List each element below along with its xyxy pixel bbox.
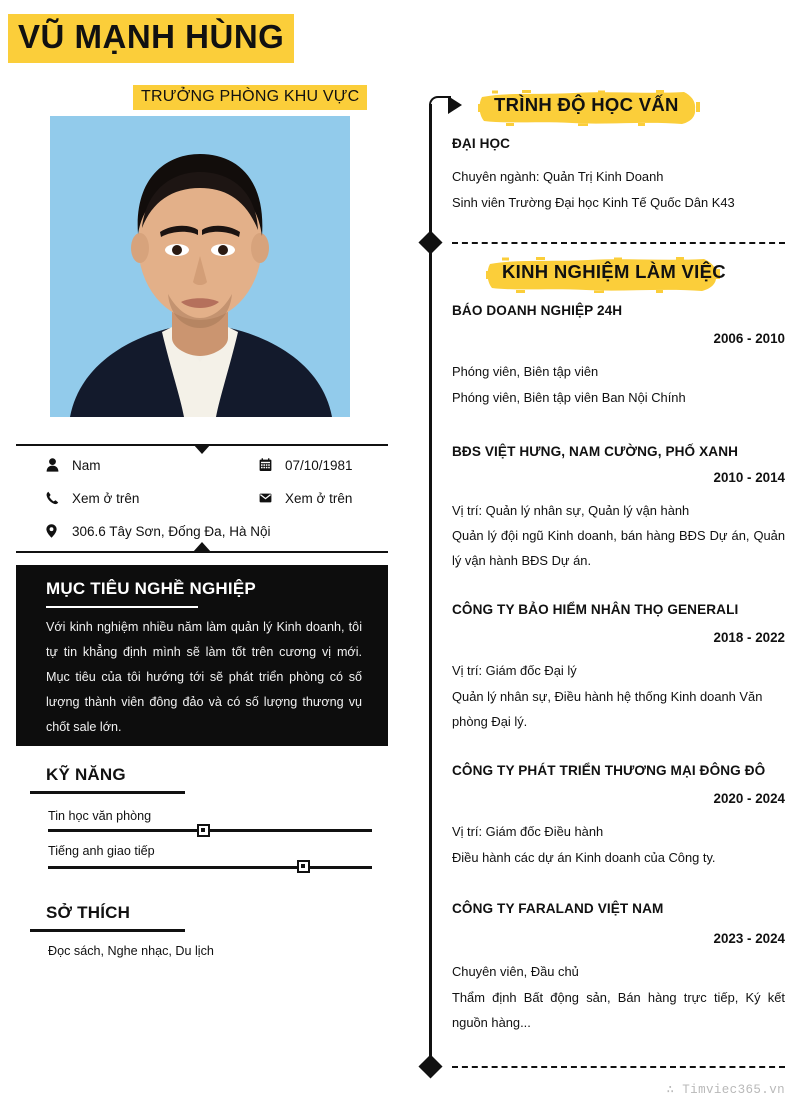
skills-title: KỸ NĂNG: [46, 765, 126, 784]
candidate-name: VŨ MẠNH HÙNG: [18, 18, 285, 55]
hobbies-underline: [30, 929, 185, 932]
experience-line-2-1: Quản lý nhân sự, Điều hành hệ thống Kinh doanh Văn phòng Đại lý.: [452, 689, 763, 729]
timeline-diamond-bottom: [418, 1054, 442, 1078]
experience-company-2: CÔNG TY BẢO HIỂM NHÂN THỌ GENERALI: [452, 602, 739, 617]
experience-line-4-1: Thẩm định Bất động sản, Bán hàng trực tiếp, Ký kết nguồn hàng...: [452, 990, 785, 1030]
phone-icon: [46, 491, 72, 505]
experience-company-1: BĐS VIỆT HƯNG, NAM CƯỜNG, PHỐ XANH: [452, 444, 739, 459]
divider-triangle-down-icon: [193, 444, 211, 454]
divider-triangle-up-icon: [193, 542, 211, 552]
education-title: TRÌNH ĐỘ HỌC VẤN: [494, 94, 679, 115]
skill-label-0: Tin học văn phòng: [48, 809, 152, 823]
footer-watermark: ∴ Timviec365.vn: [666, 1083, 785, 1097]
skill-knob-0[interactable]: [197, 824, 210, 837]
experience-title: KINH NGHIỆM LÀM VIỆC: [502, 261, 726, 282]
person-icon: [46, 458, 72, 472]
education-degree: ĐẠI HỌC: [452, 136, 511, 151]
skill-track-1[interactable]: [48, 866, 372, 869]
location-pin-icon: [46, 524, 72, 538]
phone-value: Xem ở trên: [72, 491, 140, 506]
job-title-banner: [133, 85, 367, 110]
contact-block: [46, 458, 386, 557]
timeline-arrow-icon: [448, 96, 462, 114]
birthday-value: 07/10/1981: [285, 458, 353, 473]
experience-company-3: CÔNG TY PHÁT TRIỂN THƯƠNG MẠI ĐÔNG ĐÔ: [452, 763, 766, 778]
hobbies-text: Đọc sách, Nghe nhạc, Du lịch: [48, 944, 214, 958]
portrait-illustration: [50, 116, 350, 417]
experience-line-3-1: Điều hành các dự án Kinh doanh của Công ty.: [452, 850, 716, 865]
experience-line-2-0: Vị trí: Giám đốc Đại lý: [452, 663, 577, 678]
timeline-dashed-bottom: [452, 1066, 785, 1068]
education-line-0: Chuyên ngành: Quản Trị Kinh Doanh: [452, 169, 664, 184]
address-value: 306.6 Tây Sơn, Đống Đa, Hà Nội: [72, 524, 271, 539]
experience-period-4: 2023 - 2024: [713, 931, 785, 946]
skills-underline: [30, 791, 185, 794]
experience-period-2: 2018 - 2022: [713, 630, 785, 645]
contact-row-birthday: [259, 458, 353, 474]
contact-row-address: [46, 524, 386, 540]
name-banner: [8, 14, 294, 63]
job-title: TRƯỞNG PHÒNG KHU VỰC: [141, 88, 360, 105]
career-objective-underline: [46, 606, 198, 608]
career-objective-title: MỤC TIÊU NGHỀ NGHIỆP: [46, 579, 256, 598]
experience-line-1-1: Quản lý đội ngũ Kinh doanh, bán hàng BĐS Dự án, Quản lý vận hành BĐS Dự án.: [452, 528, 785, 568]
experience-line-0-1: Phóng viên, Biên tập viên Ban Nội Chính: [452, 390, 686, 405]
experience-period-1: 2010 - 2014: [713, 470, 785, 485]
education-line-1: Sinh viên Trường Đại học Kinh Tế Quốc Dân K43: [452, 195, 735, 210]
email-value: Xem ở trên: [285, 491, 353, 506]
experience-title-banner: [486, 257, 742, 288]
gender-value: Nam: [72, 458, 101, 473]
skill-knob-1[interactable]: [297, 860, 310, 873]
timeline-dashed-top: [452, 242, 785, 244]
profile-photo: [50, 116, 350, 417]
contact-row-email: [259, 491, 352, 507]
experience-line-1-0: Vị trí: Quản lý nhân sự, Quản lý vận hành: [452, 503, 690, 518]
career-objective-text: Với kinh nghiệm nhiều năm làm quản lý Kinh doanh, tôi tự tin khẳng định mình sẽ làm tốt trên cương vị mới. Mục tiêu của tôi hướng tới sẽ phát triển phòng có số lượng thành viên đông đảo và có số lượng thương vụ chốt sale lớn.: [46, 620, 362, 734]
timeline-diamond-top: [418, 230, 442, 254]
envelope-icon: [259, 491, 285, 505]
experience-period-0: 2006 - 2010: [713, 331, 785, 346]
experience-period-3: 2020 - 2024: [713, 791, 785, 806]
skill-label-1: Tiếng anh giao tiếp: [48, 844, 155, 858]
experience-line-3-0: Vị trí: Giám đốc Điều hành: [452, 824, 604, 839]
education-title-banner: [478, 90, 695, 121]
experience-company-0: BÁO DOANH NGHIỆP 24H: [452, 303, 623, 318]
calendar-icon: [259, 458, 285, 472]
experience-line-4-0: Chuyên viên, Đầu chủ: [452, 964, 579, 979]
hobbies-title: SỞ THÍCH: [46, 903, 131, 922]
career-objective-section: [16, 565, 388, 746]
experience-line-0-0: Phóng viên, Biên tập viên: [452, 364, 599, 379]
experience-company-4: CÔNG TY FARALAND VIỆT NAM: [452, 901, 664, 916]
